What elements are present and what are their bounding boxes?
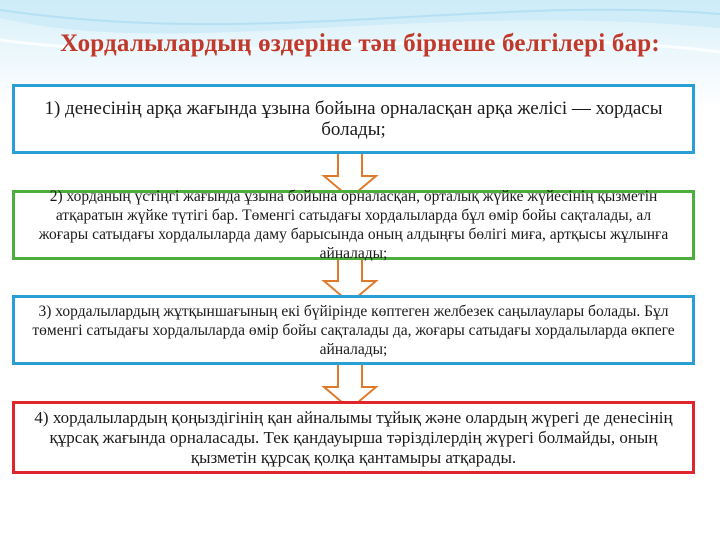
slide-title: Хордалылардың өздеріне тән бірнеше белгілері бар: (60, 30, 660, 57)
statement-box-2 (12, 190, 695, 260)
statement-box-3 (12, 295, 695, 365)
statement-text-3: 3) хордалылардың жұтқыншағының екі бүйірінде көптеген желбезек саңылаулары болады. Бұл төменгі сатыдағы хордалыларда өмір бойы сақталады да, жоғары сатыдағы хордалыларда өкпеге айналады; (32, 302, 675, 358)
statement-text-2: 2) хорданың үстіңгі жағында ұзына бойына орналасқан, орталық жүйке жүйесінің қызметін атқаратын жүйке түтігі бар. Төменгі сатыдағы хордалыларда бұл өмір бойы сақталады, ал жоғары сатыдағы хордалыларда даму барысында оның алдыңғы бөлігі миға, артқысы жұлынға айналады; (38, 188, 669, 262)
statement-text-4: 4) хордалылардың қоңыздігінің қан айналымы тұйық және олардың жүрегі де денесінің құрсақ жағында орналасады. Тек қандауырша тәрізділердің жүрегі болмайды, оның қызметін құрсақ қолқа қантамыры атқарады. (34, 407, 673, 467)
statement-box-4 (12, 401, 695, 474)
statement-box-1 (12, 84, 695, 154)
statement-text-1: 1) денесінің арқа жағында ұзына бойына орналасқан арқа желісі — хордасы болады; (44, 98, 663, 140)
